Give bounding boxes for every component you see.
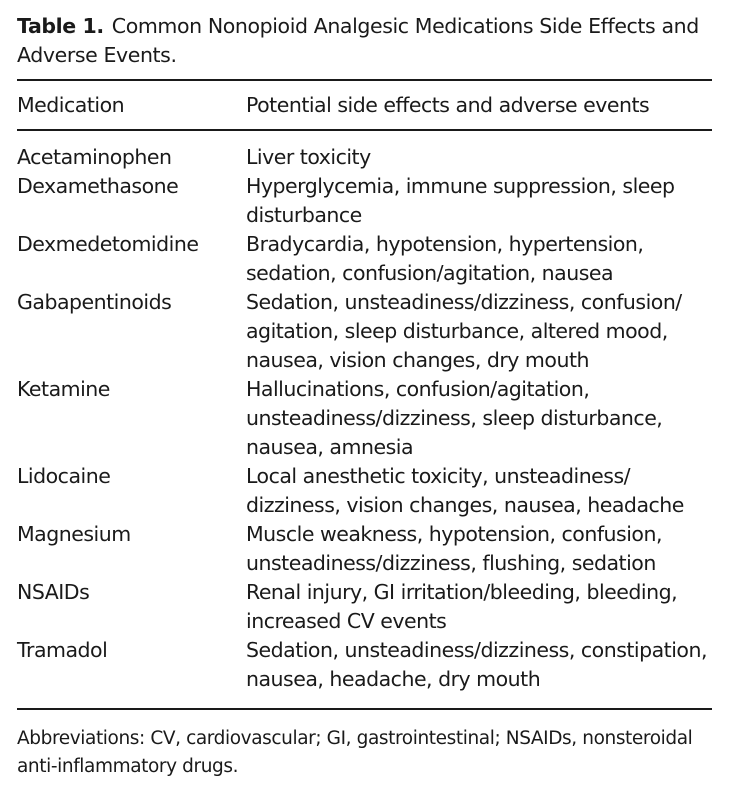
column-header-medication: Medication bbox=[17, 93, 125, 117]
effects-cell: Liver toxicity bbox=[246, 145, 371, 169]
medication-cell: NSAIDs bbox=[17, 580, 90, 604]
table-title: Common Nonopioid Analgesic Medications Side Effects and Adverse Events. bbox=[17, 14, 699, 67]
table-row bbox=[17, 636, 712, 694]
medication-cell: Tramadol bbox=[17, 638, 108, 662]
effects-cell: Bradycardia, hypotension, hypertension, sedation, confusion/agitation, nausea bbox=[246, 232, 644, 285]
effects-cell: Hyperglycemia, immune suppression, sleep disturbance bbox=[246, 174, 675, 227]
table-row bbox=[17, 462, 712, 520]
header-row bbox=[17, 81, 712, 129]
table-caption bbox=[17, 12, 712, 70]
medication-cell: Acetaminophen bbox=[17, 145, 172, 169]
column-header-effects: Potential side effects and adverse events bbox=[246, 93, 650, 117]
medication-cell: Dexmedetomidine bbox=[17, 232, 199, 256]
table-label: Table 1. bbox=[17, 14, 104, 38]
effects-cell: Local anesthetic toxicity, unsteadiness/ dizziness, vision changes, nausea, headache bbox=[246, 464, 684, 517]
effects-cell: Renal injury, GI irritation/bleeding, bleeding, increased CV events bbox=[246, 580, 678, 633]
medication-cell: Magnesium bbox=[17, 522, 131, 546]
table-figure bbox=[17, 12, 712, 800]
medication-cell: Dexamethasone bbox=[17, 174, 179, 198]
table-row bbox=[17, 172, 712, 230]
effects-cell: Muscle weakness, hypotension, confusion, unsteadiness/dizziness, flushing, sedation bbox=[246, 522, 662, 575]
bottom-rule bbox=[17, 708, 712, 710]
table-row bbox=[17, 375, 712, 462]
effects-cell: Hallucinations, confusion/agitation, unsteadiness/dizziness, sleep disturbance, nausea, amnesia bbox=[246, 377, 663, 459]
medication-cell: Gabapentinoids bbox=[17, 290, 172, 314]
table-row bbox=[17, 230, 712, 288]
table-row bbox=[17, 131, 712, 172]
table-row bbox=[17, 578, 712, 636]
side-effects-table bbox=[17, 81, 712, 694]
table-row bbox=[17, 288, 712, 375]
table-row bbox=[17, 520, 712, 578]
medication-cell: Ketamine bbox=[17, 377, 110, 401]
medication-cell: Lidocaine bbox=[17, 464, 111, 488]
effects-cell: Sedation, unsteadiness/dizziness, constipation, nausea, headache, dry mouth bbox=[246, 638, 707, 691]
table-footnote: Abbreviations: CV, cardiovascular; GI, gastrointestinal; NSAIDs, nonsteroidal anti-inflammatory drugs. bbox=[17, 728, 693, 777]
effects-cell: Sedation, unsteadiness/dizziness, confusion/ agitation, sleep disturbance, altered mood, nausea, vision changes, dry mouth bbox=[246, 290, 682, 372]
